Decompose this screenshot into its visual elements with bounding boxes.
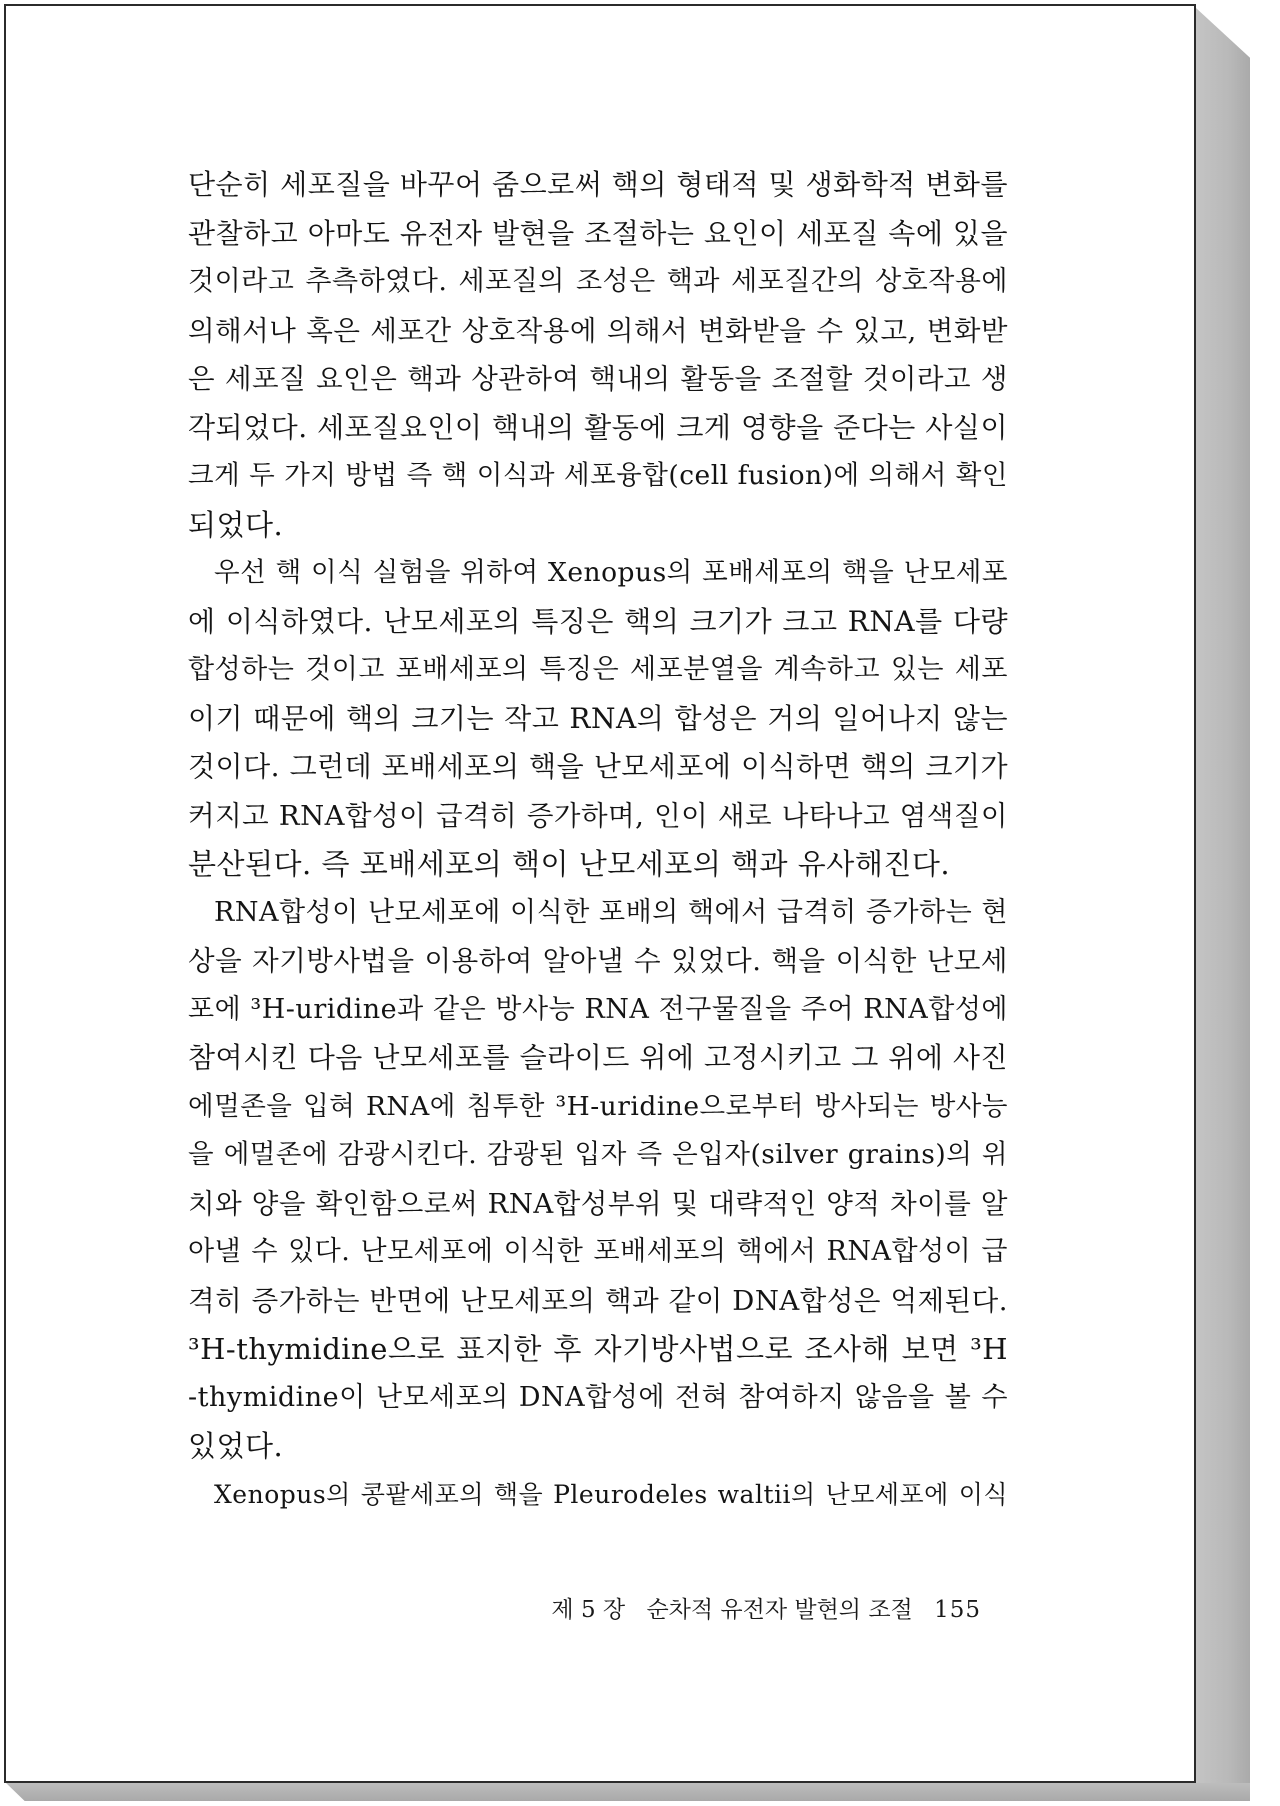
paragraph-2: [188, 549, 1008, 889]
text-line: 은 세포질 요인은 핵과 상관하여 핵내의 활동을 조절할 것이라고 생: [188, 363, 1008, 395]
text-line: 을 에멀존에 감광시킨다. 감광된 입자 즉 은입자(silver grains)의 위: [188, 1139, 1008, 1170]
paragraph-4: [188, 1471, 1008, 1520]
body-text: [188, 161, 1008, 1519]
text-line: Xenopus의 콩팥세포의 핵을 Pleurodeles waltii의 난모세포에 이식: [214, 1479, 1008, 1509]
text-line: 각되었다. 세포질요인이 핵내의 활동에 크게 영향을 준다는 사실이: [188, 410, 1008, 444]
text-line: RNA합성이 난모세포에 이식한 포배의 핵에서 급격히 증가하는 현: [214, 896, 1008, 928]
text-line: 이기 때문에 핵의 크기는 작고 RNA의 합성은 거의 일어나지 않는: [188, 701, 1008, 735]
running-footer: [551, 1591, 981, 1624]
text-line: 격히 증가하는 반면에 난모세포의 핵과 같이 DNA합성은 억제된다.: [188, 1284, 1008, 1317]
text-line: 분산된다. 즉 포배세포의 핵이 난모세포의 핵과 유사해진다.: [188, 847, 951, 881]
paragraph-3: [188, 889, 1008, 1471]
text-line: 우선 핵 이식 실험을 위하여 Xenopus의 포배세포의 핵을 난모세포: [214, 557, 1008, 588]
paragraph-1: [188, 161, 1008, 549]
text-line: 에 이식하였다. 난모세포의 특징은 핵의 크기가 크고 RNA를 다량: [188, 604, 1008, 638]
text-line: 것이라고 추측하였다. 세포질의 조성은 핵과 세포질간의 상호작용에: [188, 266, 1008, 297]
book-page: [4, 4, 1196, 1783]
text-line: 아낼 수 있다. 난모세포에 이식한 포배세포의 핵에서 RNA합성이 급: [188, 1236, 1008, 1267]
text-line: 치와 양을 확인함으로써 RNA합성부위 및 대략적인 양적 차이를 알: [188, 1187, 1008, 1220]
book-bottom-edge: [6, 1783, 1250, 1801]
text-line: 합성하는 것이고 포배세포의 특징은 세포분열을 계속하고 있는 세포: [188, 654, 1008, 685]
text-line: 것이다. 그런데 포배세포의 핵을 난모세포에 이식하면 핵의 크기가: [188, 750, 1008, 783]
text-line: 단순히 세포질을 바꾸어 줌으로써 핵의 형태적 및 생화학적 변화를: [188, 168, 1008, 201]
text-line: 포에 ³H-uridine과 같은 방사능 RNA 전구물질을 주어 RNA합성에: [188, 993, 1008, 1025]
text-line: 크게 두 가지 방법 즉 핵 이식과 세포융합(cell fusion)에 의해서 확인: [188, 460, 1008, 491]
text-line: 되었다.: [188, 507, 284, 542]
text-line: 커지고 RNA합성이 급격히 증가하며, 인이 새로 나타나고 염색질이: [188, 799, 1008, 832]
chapter-label: 제 5 장: [551, 1597, 626, 1623]
text-line: ³H-thymidine으로 표지한 후 자기방사법으로 조사해 보면 ³H: [188, 1332, 1008, 1366]
chapter-title: 순차적 유전자 발현의 조절: [646, 1597, 913, 1623]
text-line: -thymidine이 난모세포의 DNA합성에 전혀 참여하지 않음을 볼 수: [188, 1381, 1008, 1413]
text-line: 참여시킨 다음 난모세포를 슬라이드 위에 고정시키고 그 위에 사진: [188, 1041, 1008, 1074]
text-line: 에멀존을 입혀 RNA에 침투한 ³H-uridine으로부터 방사되는 방사능: [188, 1090, 1008, 1122]
text-line: 관찰하고 아마도 유전자 발현을 조절하는 요인이 세포질 속에 있을: [188, 216, 1008, 250]
text-line: 의해서나 혹은 세포간 상호작용에 의해서 변화받을 수 있고, 변화받: [188, 314, 1008, 347]
text-line: 상을 자기방사법을 이용하여 알아낼 수 있었다. 핵을 이식한 난모세: [188, 945, 1008, 977]
page-number: 155: [934, 1597, 981, 1623]
book-side-edge: [1196, 8, 1250, 1783]
text-line: 있었다.: [188, 1429, 284, 1463]
